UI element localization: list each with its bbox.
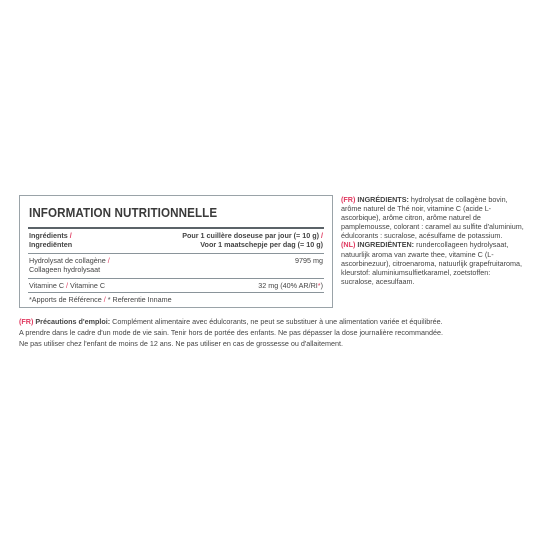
dose-header-nl: Voor 1 maatschepje per dag (= 10 g): [200, 240, 323, 249]
row-divider: [28, 278, 324, 279]
collagen-name: [29, 256, 110, 274]
precautions-line-1: Complément alimentaire avec édulcorants, ne peut se substituer à une alimentation variée et équilibrée.: [112, 317, 443, 326]
footnote-nl: * Referentie Inname: [107, 295, 172, 304]
footnote-text: [29, 295, 172, 304]
asterisk: *: [317, 281, 321, 290]
vitamin-c-name-nl: Vitamine C: [70, 281, 106, 290]
collagen-value: 9795 mg: [295, 256, 323, 265]
lang-tag-nl: (NL): [341, 240, 358, 250]
ingredients-body-fr: hydrolysat de collagène bovin, arôme naturel de Thé noir, vitamine C (acide L-ascorbique), arôme citron, arôme naturel de pamplemousse, colorant : caramel au sulfite d'aluminium, édulcorants : sucralose, acésulfame de potassium.: [341, 195, 524, 241]
table-row: [29, 281, 323, 291]
precautions-label: Précautions d'emploi:: [35, 317, 113, 326]
ingredients-text: [341, 195, 525, 286]
ingredients-label-fr: INGRÉDIENTS:: [357, 195, 411, 204]
table-row: [29, 256, 323, 276]
ingredients-header: [29, 231, 72, 249]
vitamin-c-value-main: 32 mg (40% AR/RI: [258, 281, 318, 290]
slash: /: [101, 295, 108, 304]
ingredients-label-nl: INGREDIËNTEN:: [357, 240, 417, 250]
footnote: [29, 295, 323, 305]
ingredients-header-nl: Ingrediënten: [29, 240, 73, 249]
nutrition-table: [19, 195, 333, 308]
vitamin-c-value-close: ): [320, 281, 323, 290]
lang-tag-fr: (FR): [341, 195, 358, 204]
row-divider: [28, 292, 324, 293]
vitamin-c-name: [29, 281, 105, 290]
vitamin-c-name-fr: Vitamine C: [29, 281, 65, 290]
collagen-name-fr: Hydrolysat de collagène: [29, 256, 106, 265]
ingredients-body-nl: rundercollageen hydrolysaat, natuurlijk aroma van zwarte thee, vitamine C (L-ascorbinezuur), citroenaroma, natuurlijk grapefruitaroma, kleurstof: aluminiumsulfietkaramel, zoetstoffen: sucralose, acesulfaam.: [341, 240, 522, 286]
slash: /: [64, 281, 71, 290]
slash: /: [105, 256, 110, 265]
ingredients-header-fr: Ingrédients: [29, 231, 68, 240]
table-header-row: [29, 231, 323, 251]
precautions-line-3: Ne pas utiliser chez l'enfant de moins de 12 ans. Ne pas utiliser en cas de grossesse ou d'allaitement.: [19, 338, 343, 348]
dose-header-fr: Pour 1 cuillère doseuse par jour (= 10 g): [182, 231, 319, 240]
footnote-fr: *Apports de Référence: [29, 295, 102, 304]
vitamin-c-value: [258, 281, 323, 290]
slash: /: [67, 231, 72, 240]
precautions-line-2: A prendre dans le cadre d'un mode de vie sain. Tenir hors de portée des enfants. Ne pas dépasser la dose journalière recommandée.: [19, 327, 443, 337]
precautions-text: [19, 317, 529, 350]
lang-tag-fr: (FR): [19, 317, 36, 326]
collagen-name-nl: Collageen hydrolysaat: [29, 265, 101, 274]
ingredients-fr: [341, 195, 525, 240]
dose-header: [182, 231, 323, 249]
slash: /: [319, 231, 323, 240]
row-divider: [28, 253, 324, 254]
precautions-line: [19, 317, 529, 328]
ingredients-nl: [341, 240, 525, 285]
title-divider: [28, 227, 324, 229]
nutrition-title: INFORMATION NUTRITIONNELLE: [29, 206, 218, 220]
